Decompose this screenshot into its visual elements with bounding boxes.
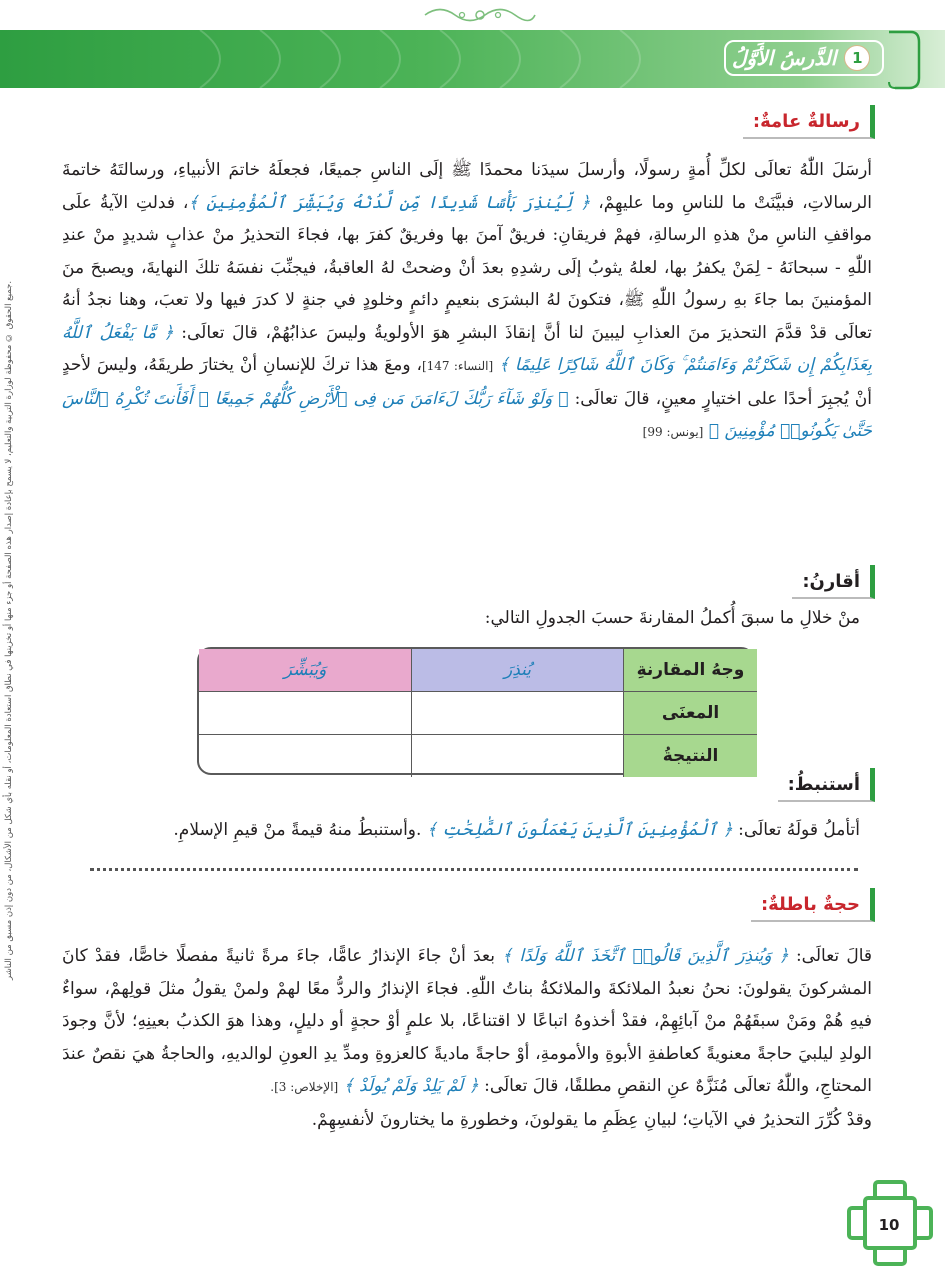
quran-verse-yunus: ﴿ وَلَوْ شَآءَ رَبُّكَ لَءَامَنَ مَن فِى ٱلْأَرْضِ كُلُّهُمْ جَمِيعًا ۚ أَفَأَنتَ تُكْرِهُ ٱلنَّاسَ حَتَّىٰ يَكُونُوا۟ مُؤْمِنِينَ ﴾ <box>62 388 872 441</box>
verse-reference-ikhlas: [الإخلاص: 3]. <box>270 1080 339 1094</box>
lesson-number-badge: 1 <box>844 45 870 71</box>
section1-paragraph <box>62 154 872 449</box>
section4-text-2: وقدْ كُرِّرَ التحذيرُ في الآياتِ؛ لبيانِ عِظَمِ ما يقولونَ، وخطورةِ ما يختارونَ لأنفسِهِمْ. <box>311 1109 872 1130</box>
top-ornament-icon <box>420 4 540 26</box>
table-header-yubashir: وَيُبَشِّرَ <box>199 649 411 691</box>
section1-text-2: ، فدلتِ الآيةُ علَى مواقفِ الناسِ منْ هذهِ الرسالةِ، فهمْ فريقانِ: فريقٌ آمنَ بها وفريقٌ كفرَ بها، فجاءَ التحذيرُ منْ عذابٍ شديدٍ منْ عندِ اللّٰهِ - سبحانَهُ - لِمَنْ يكفرُ بها، لعلهُ يثوبُ إلَى رشدِهِ بعدَ أنْ وضحتْ لهُ العاقبةُ، فيجنِّبَ نفسَهُ تلكَ النهايةَ، ويصبحَ منَ المؤمنينَ بما جاءَ بهِ رسولُ اللّٰهِ ﷺ، فتكونَ لهُ البشرَى بنعيمٍ دائمٍ وخلودٍ في جنةٍ لا كدرَ فيها ولا تعبَ، وهنا نجدُ أنهُ تعالَى قدْ قدَّمَ التحذيرَ منَ العذابِ ليبينَ لنا أنَّ إنقاذَ البشرِ هوَ الأولويةُ وليسَ عذابُهُمْ، قالَ تعالَى: <box>62 192 873 343</box>
verse-reference-yunus: [يونس: 99] <box>642 425 704 439</box>
table-cell-result-yubashir[interactable] <box>199 734 411 777</box>
lesson-title: الدَّرسُ الأَوَّلُ <box>732 46 837 70</box>
deduce-text-after: .وأستنبطُ منهُ قيمةً منْ قيمِ الإسلامِ. <box>173 820 422 840</box>
table-cell-meaning-yubashir[interactable] <box>199 691 411 734</box>
table-row-head-meaning: المعنَى <box>623 691 757 734</box>
copyright-side-note: جميع الحقوق © محفوظة لوزارة التربية والتعليم، لا يسمح بإعادة إصدار هذه الصفحة أو جزء منها أو تخزينها في نطاق استعادة المعلومات، أو نقله بأي شكل من الأشكال، من دون إذن مسبق من الناشر. <box>4 280 14 980</box>
table-cell-result-yundhir[interactable] <box>411 734 623 777</box>
compare-instruction: منْ خلالِ ما سبقَ أُكملُ المقارنةَ حسبَ الجدولِ التالي: <box>484 608 860 628</box>
section4-text-1: بعدَ أنْ جاءَ الإنذارُ عامًّا، جاءَ مرةً ثانيةً مفصلًا خاصًّا، فقدْ كانَ المشركونَ يقولونَ: نحنُ نعبدُ الملائكةَ والملائكةُ بناتُ اللّٰهِ. فجاءَ الإنذارُ والردُّ معًا لهمْ ولمنْ يقولُ مثلَ قولِهمْ، سواءٌ فيهِ هُمْ ومَنْ سبقَهُمْ منْ آبائِهِمْ، فقدْ أخذوهُ اتباعًا لا اقتناعًا، بلا علمٍ أوْ حجةٍ أو دليلٍ، وهذا هوَ الكذبُ بعينِهِ؛ لأنَّ وجودَ الولدِ ليلبيَ حاجةً معنويةً كعاطفةِ الأبوةِ والأمومةِ، أوْ حاجةً ماديةً كالعزوةِ ومدِّ يدِ العونِ لوالديهِ، والحاجةُ هيَ نقصٌ عندَ المحتاجِ، واللّٰهُ تعالَى مُنَزَّهٌ عنِ النقصِ مطلقًا، قالَ تعالَى: <box>62 946 872 1096</box>
deduce-text-before: أتأملُ قولَهُ تعالَى: <box>738 820 860 840</box>
quran-verse-kahf: ﴿ لِّيُنذِرَ بَأْسًا شَدِيدًا مِّن لَّدُنْهُ وَيُبَشِّرَ ٱلْمُؤْمِنِينَ ﴾ <box>188 192 591 213</box>
section1-text-1: أرسَلَ اللّٰهُ تعالَى لكلِّ أُمةٍ رسولًا، وأرسلَ سيدَنا محمدًا ﷺ إلَى الناسِ جميعًا، فجعلَهُ خاتمَ الأنبياءِ، ورسالتَهُ خاتمةَ الرسالاتِ، فبيَّنَتْ ما للناسِ وما عليهِمْ، <box>62 160 873 213</box>
quran-verse-deduce: ﴿ ٱلْمُؤْمِنِينَ ٱلَّذِينَ يَعْمَلُونَ ٱلصَّٰلِحَٰتِ ﴾ <box>426 820 733 840</box>
table-header-yundhir: يُنذِرَ <box>411 649 623 691</box>
verse-reference-nisa: [النساء: 147] <box>421 359 494 373</box>
section4-paragraph <box>62 940 872 1136</box>
section1-text-3: ، ومعَ هذا تركَ للإنسانِ أنْ يختارَ طريقَهُ، وليسَ لأحدٍ أنْ يُجبِرَ أحدًا على اختيارٍ معينٍ، قالَ تعالَى: <box>62 355 872 409</box>
deduce-instruction <box>160 814 860 847</box>
section-label-deduce: أستنبطُ: <box>778 768 875 802</box>
table-corner-header: وجهُ المقارنةِ <box>623 649 757 691</box>
section-label-compare: أقارنُ: <box>792 565 875 599</box>
quran-verse-kahf-4: ﴿ وَيُنذِرَ ٱلَّذِينَ قَالُوا۟ ٱتَّخَذَ ٱللَّهُ وَلَدًا ﴾ <box>502 946 789 966</box>
dotted-divider <box>90 868 858 871</box>
quran-verse-nisa: ﴿ مَّا يَفْعَلُ ٱللَّهُ بِعَذَابِكُمْ إِن شَكَرْتُمْ وَءَامَنتُمْ ۚ وَكَانَ ٱللَّهُ شَاكِرًا عَلِيمًا ﴾ <box>62 322 872 375</box>
section-label-false-argument: حجةٌ باطلةٌ: <box>751 888 875 922</box>
page-number: 10 <box>878 1216 900 1234</box>
scroll-ornament-icon <box>885 26 925 92</box>
table-row-head-result: النتيجةُ <box>623 734 757 777</box>
quran-verse-ikhlas: ﴿ لَمْ يَلِدْ وَلَمْ يُولَدْ ﴾ <box>343 1076 479 1096</box>
comparison-table <box>197 647 755 775</box>
section4-text-start: قالَ تعالَى: <box>795 946 872 966</box>
section-label-general-message: رسالةٌ عامةٌ: <box>743 105 875 139</box>
lesson-title-box <box>724 40 884 76</box>
table-cell-meaning-yundhir[interactable] <box>411 691 623 734</box>
